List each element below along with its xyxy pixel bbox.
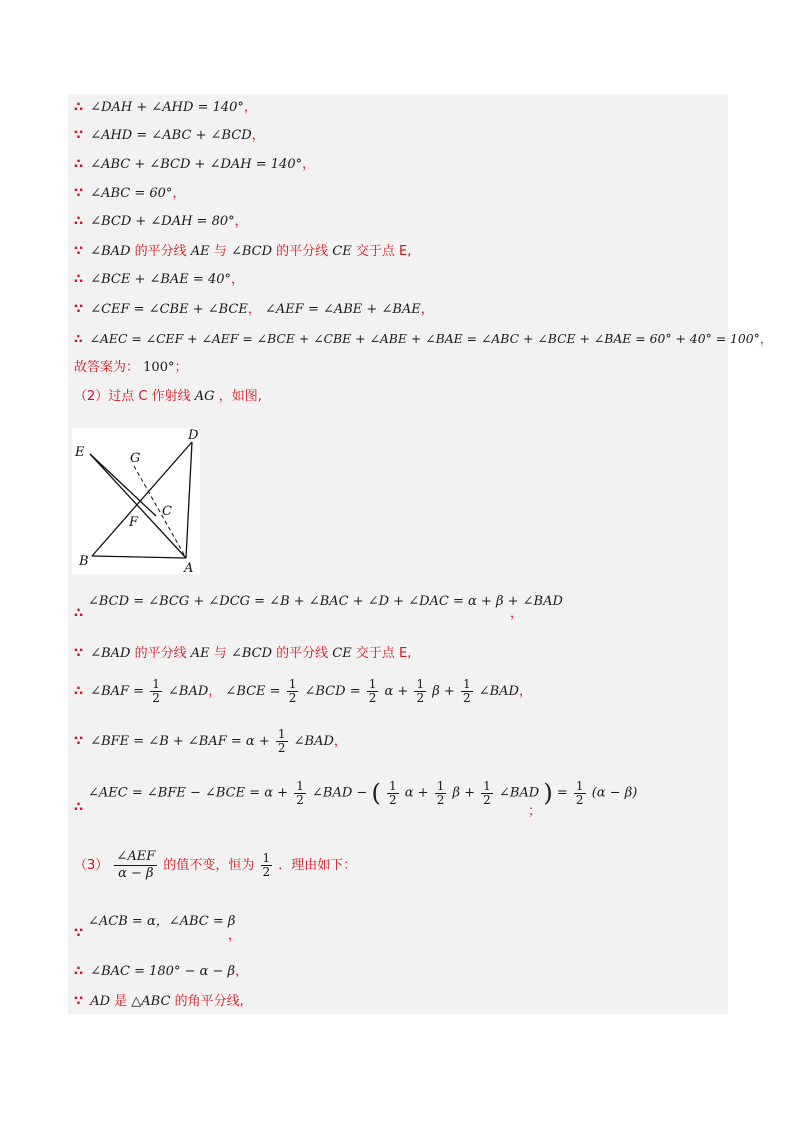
equation: ∠AEF = ∠ABE + ∠BAE (265, 302, 421, 317)
punct: ， (243, 100, 257, 115)
step-line-4 (74, 186, 185, 202)
angle-bcd: ∠BCD (230, 646, 272, 661)
numerator: 1 (288, 677, 297, 691)
angle-bad: ∠BAD (90, 244, 131, 259)
equation-part: β + (452, 785, 476, 801)
text-bisector-end: 的角平分线, (174, 994, 244, 1009)
punct: ， (510, 606, 524, 621)
step-line-8 (74, 302, 434, 318)
segment-ad: AD (90, 994, 110, 1009)
equation-part: α + (384, 684, 409, 699)
punct: ， (208, 684, 222, 699)
step-line-12-symbol (74, 606, 86, 622)
equation-part: = (556, 785, 568, 801)
therefore-symbol: ∴ (74, 606, 84, 621)
therefore-symbol: ∴ (74, 331, 83, 346)
therefore-symbol: ∴ (74, 800, 84, 815)
because-symbol: ∵ (74, 128, 84, 143)
text-bisector: 的平分线 (276, 646, 329, 661)
text-intersect: 交于点 E, (355, 646, 412, 661)
numerator: 1 (296, 778, 304, 793)
equation: ∠BCE + ∠BAE = 40° (90, 272, 231, 287)
punct: ， (228, 928, 242, 943)
denominator: 2 (152, 691, 160, 705)
equation-part: (α − β) (591, 785, 638, 801)
because-symbol: ∵ (74, 926, 84, 941)
answer-label: 故答案为： (74, 360, 140, 375)
part3-text-end: ．理由如下： (278, 858, 357, 873)
text-bisector: 的平分线 (276, 244, 329, 259)
numerator: 1 (483, 778, 491, 793)
step-line-19 (74, 964, 248, 980)
fraction-half (435, 780, 447, 807)
fraction-half (367, 678, 379, 705)
numerator: 1 (575, 778, 584, 793)
segment-ba (92, 556, 186, 558)
punct: ， (302, 157, 316, 172)
equation: ∠CEF = ∠CBE + ∠BCE (90, 302, 248, 317)
answer-value: 100° (143, 360, 175, 375)
denominator: 2 (388, 792, 397, 807)
part2-text-end: ，如图, (218, 389, 262, 404)
equation-part: ∠AEC = ∠BFE − ∠BCE = α + (88, 785, 289, 801)
equation-part: β + (432, 684, 455, 699)
fraction-half (287, 678, 299, 705)
punct: ， (247, 302, 261, 317)
punct: ； (174, 360, 188, 375)
step-line-18-symbol (74, 926, 86, 942)
denominator: 2 (262, 865, 271, 879)
equation: ∠ABC + ∠BCD + ∠DAH = 140° (90, 157, 303, 172)
numerator: 1 (462, 677, 471, 691)
fraction-half (574, 780, 586, 807)
geometry-figure (72, 428, 200, 574)
numerator: 1 (262, 851, 271, 865)
because-symbol: ∵ (74, 186, 84, 201)
punct: ， (235, 964, 249, 979)
denominator: 2 (277, 741, 286, 755)
triangle-abc: △ABC (131, 994, 171, 1009)
punct: ， (251, 128, 265, 143)
segment-da (186, 442, 192, 558)
fraction-half (150, 678, 162, 705)
numerator: 1 (416, 677, 425, 691)
punct: ， (231, 272, 245, 287)
ray-ag-dashed (134, 466, 186, 558)
because-symbol: ∵ (74, 244, 84, 259)
ray-ag: AG (194, 389, 215, 404)
punct: ， (172, 186, 186, 201)
fraction-half (461, 678, 473, 705)
step-line-16-punct (528, 804, 541, 820)
step-line-7 (74, 272, 244, 288)
equation: ∠ACB = α，∠ABC = β (88, 914, 236, 929)
punct: ， (518, 684, 532, 699)
fraction-half (261, 852, 273, 879)
text-bisector: 的平分线 (134, 646, 187, 661)
label-b: B (79, 554, 89, 569)
equation-part: ∠BAD (498, 785, 540, 801)
equation: ∠AEC = ∠CEF + ∠AEF = ∠BCE + ∠CBE + ∠ABE + ∠BAE = ∠ABC + ∠BCE + ∠BAE = 60° + 40° = 100° (89, 331, 760, 346)
because-symbol: ∵ (74, 646, 84, 661)
equation: ∠BCD = ∠BCG + ∠DCG = ∠B + ∠BAC + ∠D + ∠DAC = α + β + ∠BAD (88, 594, 563, 609)
step-line-1 (74, 100, 257, 116)
text-is: 是 (114, 994, 128, 1009)
paren-open: ( (371, 779, 381, 807)
equation: ∠DAH + ∠AHD = 140° (90, 100, 244, 115)
denominator: 2 (416, 691, 425, 705)
therefore-symbol: ∴ (74, 964, 84, 979)
step-line-13 (74, 646, 411, 662)
fraction-aef (114, 849, 157, 882)
angle-bad: ∠BAD (90, 646, 131, 661)
step-line-3 (74, 157, 315, 173)
equation: ∠BAC = 180° − α − β (90, 964, 236, 979)
label-e: E (75, 445, 85, 460)
denominator: α − β (118, 866, 154, 881)
numerator: ∠AEF (116, 849, 156, 864)
therefore-symbol: ∴ (74, 272, 84, 287)
denominator: 2 (483, 792, 491, 807)
text-and: 与 (213, 244, 227, 259)
numerator: 1 (436, 778, 445, 793)
denominator: 2 (436, 792, 445, 807)
denominator: 2 (368, 691, 377, 705)
equation-part: ∠BAD (168, 684, 209, 699)
equation-part: ∠BCD = (304, 684, 361, 699)
denominator: 2 (575, 792, 584, 807)
step-line-14 (74, 678, 532, 706)
angle-bcd: ∠BCD (230, 244, 272, 259)
step-line-15 (74, 728, 347, 756)
label-g: G (130, 451, 141, 466)
numerator: 1 (368, 677, 377, 691)
punct: ， (420, 302, 434, 317)
text-and: 与 (213, 646, 227, 661)
label-a: A (184, 561, 194, 574)
numerator: 1 (277, 727, 286, 741)
punct: ， (234, 214, 248, 229)
punct: ； (528, 804, 542, 819)
text-bisector: 的平分线 (134, 244, 187, 259)
step-line-16-symbol (74, 800, 86, 816)
equation: ∠ABC = 60° (90, 186, 173, 201)
part2-header (74, 389, 262, 405)
label-d: D (188, 428, 199, 443)
equation-part: ∠BAD − (312, 785, 368, 801)
numerator: 1 (388, 778, 397, 793)
part3-text: 的值不变，恒为 (163, 858, 255, 873)
equation-part: α + (404, 785, 429, 801)
because-symbol: ∵ (74, 994, 84, 1009)
step-line-5 (74, 214, 248, 230)
part3-header (74, 846, 356, 886)
step-line-18 (88, 914, 235, 930)
equation: ∠AHD = ∠ABC + ∠BCD (90, 128, 252, 143)
step-line-9 (74, 331, 772, 347)
because-symbol: ∵ (74, 734, 84, 749)
equation-part: ∠BAD (293, 734, 334, 749)
step-line-12-punct (510, 606, 523, 622)
fraction-half (387, 780, 399, 807)
numerator: 1 (152, 677, 160, 691)
because-symbol: ∵ (74, 302, 84, 317)
segment-bd (92, 442, 192, 556)
denominator: 2 (462, 691, 471, 705)
therefore-symbol: ∴ (74, 157, 84, 172)
label-c: C (162, 504, 172, 519)
part2-text: （2）过点 C 作射线 (74, 389, 191, 404)
fraction-half (414, 678, 426, 705)
denominator: 2 (296, 792, 304, 807)
step-line-6 (74, 244, 411, 260)
segment-ce: CE (332, 244, 352, 259)
equation-part: ∠BAF = (90, 684, 145, 699)
step-line-16 (88, 778, 637, 809)
therefore-symbol: ∴ (74, 100, 84, 115)
segment-ae: AE (190, 244, 210, 259)
denominator: 2 (288, 691, 297, 705)
fraction-half (294, 780, 306, 807)
therefore-symbol: ∴ (74, 214, 84, 229)
paren-close: ) (543, 779, 553, 807)
step-line-2 (74, 128, 265, 144)
figure-svg (72, 428, 200, 574)
equation: ∠BCD + ∠DAH = 80° (90, 214, 235, 229)
text-intersect: 交于点 E, (355, 244, 412, 259)
equation-part: ∠BFE = ∠B + ∠BAF = α + (90, 734, 270, 749)
segment-ae: AE (190, 646, 210, 661)
equation-part: ∠BAD (478, 684, 519, 699)
therefore-symbol: ∴ (74, 684, 84, 699)
fraction-half (276, 728, 288, 755)
segment-ce: CE (332, 646, 352, 661)
equation-part: ∠BCE = (225, 684, 281, 699)
punct: ， (333, 734, 347, 749)
segment-ec (90, 454, 156, 516)
punct: ， (759, 331, 773, 346)
label-f: F (129, 515, 139, 530)
answer-line (74, 360, 188, 376)
fraction-half (481, 780, 493, 807)
part3-label: （3） (74, 858, 109, 873)
step-line-12 (88, 594, 563, 610)
step-line-20 (74, 994, 244, 1010)
step-line-18-punct (228, 928, 241, 944)
